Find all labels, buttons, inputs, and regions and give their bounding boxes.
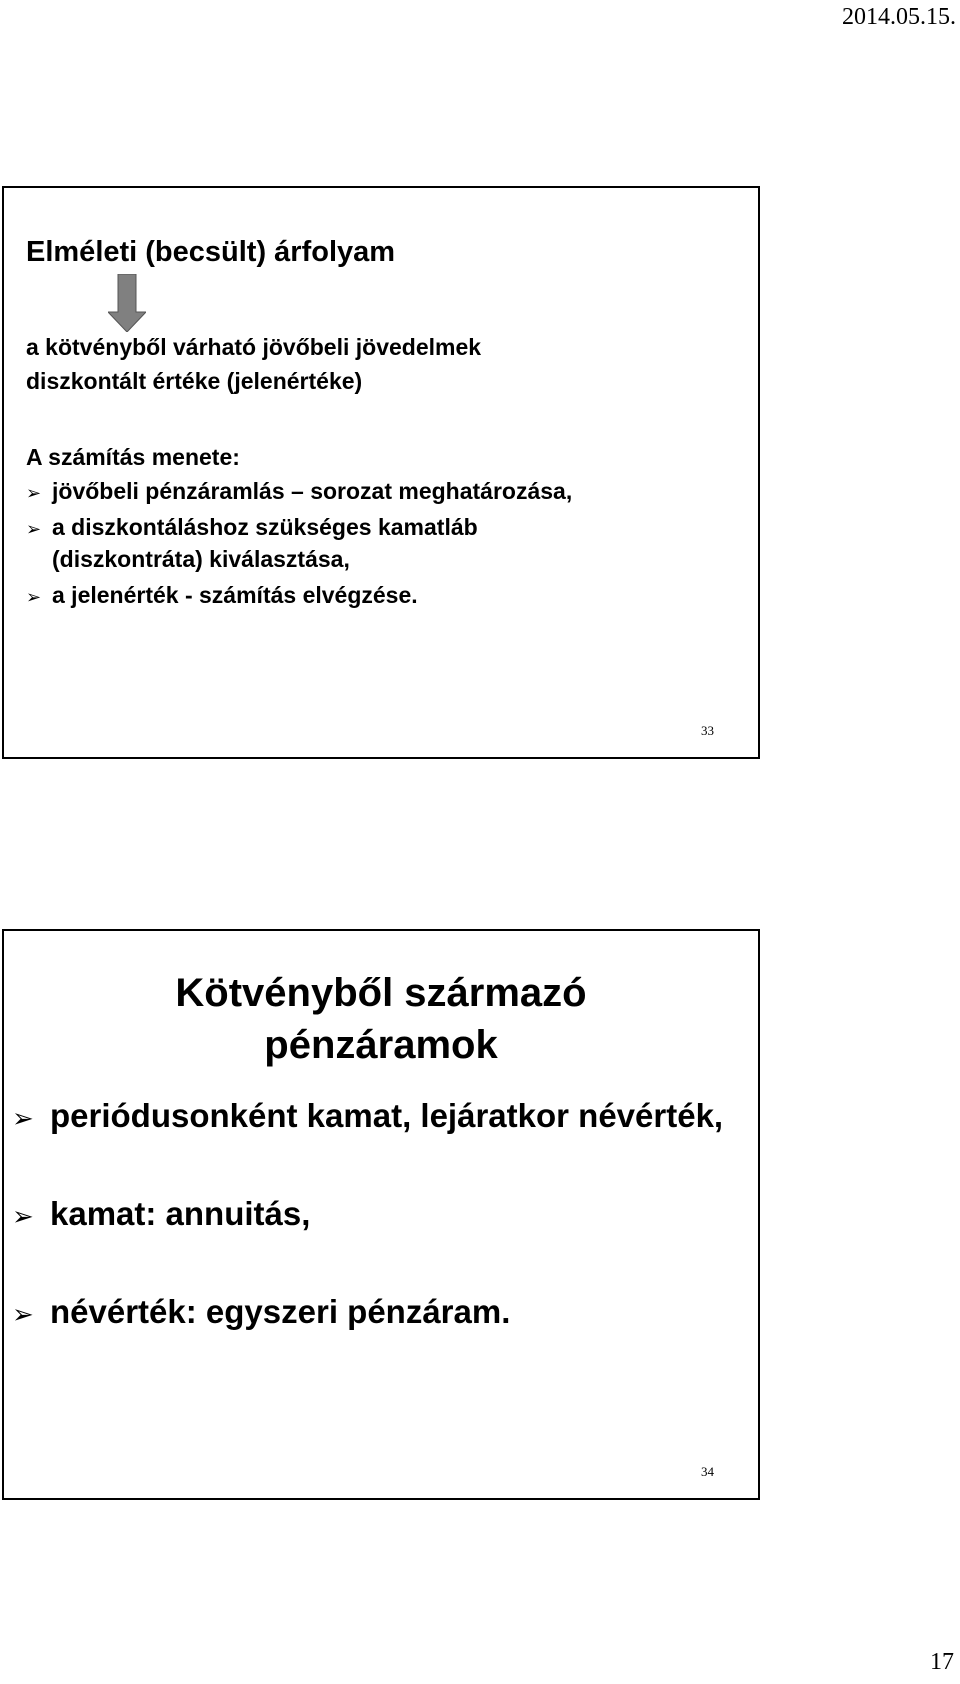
list-item bbox=[26, 582, 418, 609]
list-item-continuation: (diszkontráta) kiválasztása, bbox=[52, 546, 350, 572]
list-item bbox=[12, 1097, 723, 1135]
down-arrow-icon bbox=[108, 274, 146, 332]
list-item-text: periódusonként kamat, lejáratkor névérték, bbox=[50, 1097, 724, 1134]
list-item-text: a jelenérték - számítás elvégzése. bbox=[52, 582, 418, 608]
slide-title bbox=[4, 967, 758, 1071]
slide-number: 33 bbox=[701, 723, 714, 738]
document-date: 2014.05.15. bbox=[842, 4, 956, 30]
bullet-arrow-icon: ➢ bbox=[26, 519, 42, 539]
slide-title: Elméleti (becsült) árfolyam bbox=[26, 236, 396, 268]
bullet-arrow-icon: ➢ bbox=[26, 587, 42, 607]
slide-title-line-2: pénzáramok bbox=[264, 1023, 498, 1067]
page-number: 17 bbox=[930, 1649, 954, 1675]
list-item bbox=[26, 514, 478, 541]
list-item-text: a diszkontáláshoz szükséges kamatláb bbox=[52, 514, 478, 540]
definition-line-2: diszkontált értéke (jelenértéke) bbox=[26, 368, 363, 394]
bullet-arrow-icon: ➢ bbox=[12, 1201, 34, 1231]
list-item bbox=[12, 1293, 510, 1331]
slide-title-line-1: Kötvényből származó bbox=[175, 971, 587, 1015]
list-item-text: névérték: egyszeri pénzáram. bbox=[50, 1293, 511, 1330]
list-item-text: jövőbeli pénzáramlás – sorozat meghatározása, bbox=[52, 478, 573, 504]
slide-number: 34 bbox=[701, 1464, 714, 1479]
list-item bbox=[26, 478, 572, 505]
bullet-arrow-icon: ➢ bbox=[26, 483, 42, 503]
bullet-arrow-icon: ➢ bbox=[12, 1103, 34, 1133]
list-item-text: kamat: annuitás, bbox=[50, 1195, 311, 1232]
slide-33 bbox=[2, 186, 760, 759]
slide-34 bbox=[2, 929, 760, 1500]
bullet-arrow-icon: ➢ bbox=[12, 1299, 34, 1329]
subheading: A számítás menete: bbox=[26, 444, 240, 470]
definition-line-1: a kötvényből várható jövőbeli jövedelmek bbox=[26, 334, 482, 360]
list-item bbox=[12, 1195, 310, 1233]
